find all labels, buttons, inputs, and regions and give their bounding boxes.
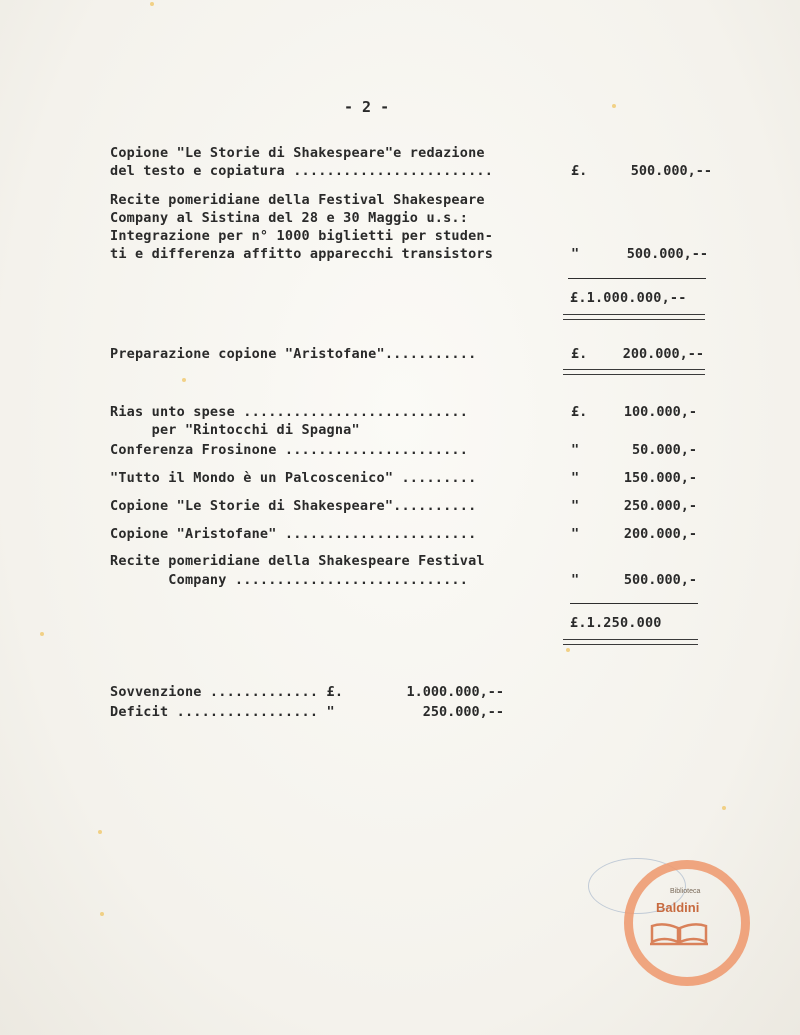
s3-row0-label: Rias unto spese ........................... — [110, 404, 469, 420]
s3-row5-label: Copione "Aristofane" ....................... — [110, 526, 477, 542]
item2-line1: Recite pomeridiane della Festival Shakespeare — [110, 192, 485, 208]
s3-row2-amount: 50.000,- — [631, 442, 697, 458]
s3-row4-label: Copione "Le Storie di Shakespeare".......... — [110, 498, 477, 514]
item2-amount: 500.000,-- — [626, 246, 708, 262]
paper-speck — [182, 378, 186, 382]
paper-speck — [40, 632, 44, 636]
s3-row5-currency: " — [571, 526, 580, 542]
summary-line2-amount: 250.000,-- — [422, 704, 504, 720]
s3-row7-label: Company ............................ — [110, 572, 469, 588]
section2-double-rule — [563, 369, 705, 375]
s3-row7-amount: 500.000,- — [623, 572, 697, 588]
s3-row1-label: per "Rintocchi di Spagna" — [110, 422, 360, 438]
s3-row3-label: "Tutto il Mondo è un Palcoscenico" ......... — [110, 470, 477, 486]
paper-speck — [722, 806, 726, 810]
s3-row0-amount: 100.000,- — [623, 404, 697, 420]
paper-speck — [98, 830, 102, 834]
item1-amount: 500.000,-- — [630, 163, 712, 179]
s3-row2-label: Conferenza Frosinone ...................... — [110, 442, 469, 458]
item1-currency: £. — [571, 163, 588, 179]
s3-row5-amount: 200.000,- — [623, 526, 697, 542]
item2-line2: Company al Sistina del 28 e 30 Maggio u.s.: — [110, 210, 469, 226]
item1-line2: del testo e copiatura ........................ — [110, 163, 494, 179]
item2-currency: " — [571, 246, 580, 262]
s3-row3-amount: 150.000,- — [623, 470, 697, 486]
s3-row0-currency: £. — [571, 404, 588, 420]
s3-row4-currency: " — [571, 498, 580, 514]
paper-speck — [612, 104, 616, 108]
section2-label: Preparazione copione "Aristofane"........... — [110, 346, 477, 362]
books-icon — [648, 920, 710, 946]
summary-line1-amount: 1.000.000,-- — [406, 684, 504, 700]
library-stamp-name: Baldini — [656, 900, 700, 915]
s3-row4-amount: 250.000,- — [623, 498, 697, 514]
section2-currency: £. — [571, 346, 588, 362]
summary-line1-label: Sovvenzione ............. £. — [110, 684, 344, 700]
section1-total: £.1.000.000,-- — [570, 290, 687, 306]
section1-rule — [568, 278, 706, 279]
paper-speck — [566, 648, 570, 652]
library-stamp-subtitle: Biblioteca — [670, 888, 701, 895]
s3-row3-currency: " — [571, 470, 580, 486]
item2-line3: Integrazione per n° 1000 biglietti per studen- — [110, 228, 494, 244]
section3-double-rule — [563, 639, 698, 645]
section3-rule — [570, 603, 698, 604]
section3-total: £.1.250.000 — [570, 615, 662, 631]
summary-line2-label: Deficit ................. " — [110, 704, 335, 720]
section2-amount: 200.000,-- — [622, 346, 704, 362]
item2-line4: ti e differenza affitto apparecchi transistors — [110, 246, 494, 262]
s3-row6-label: Recite pomeridiane della Shakespeare Festival — [110, 553, 485, 569]
paper-speck — [150, 2, 154, 6]
section1-double-rule — [563, 314, 705, 320]
s3-row7-currency: " — [571, 572, 580, 588]
paper-speck — [100, 912, 104, 916]
s3-row2-currency: " — [571, 442, 580, 458]
page-number: - 2 - — [344, 98, 390, 116]
item1-line1: Copione "Le Storie di Shakespeare"e redazione — [110, 145, 485, 161]
